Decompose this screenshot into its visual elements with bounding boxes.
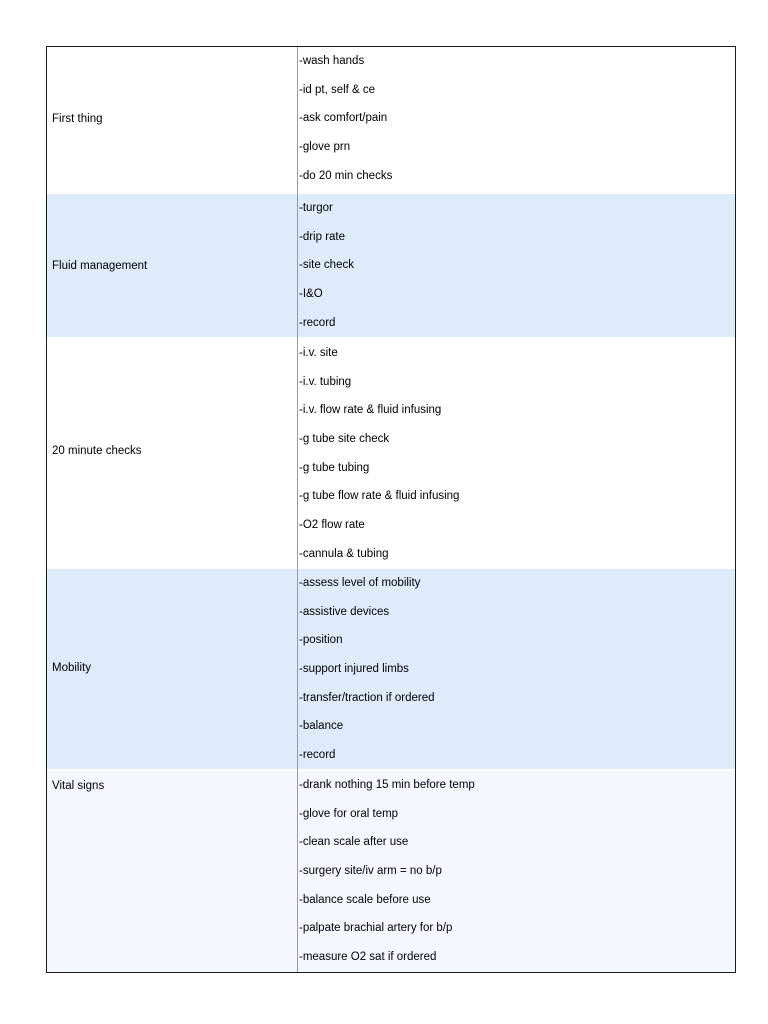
section-label: Vital signs <box>52 780 105 792</box>
list-item: -record <box>299 316 336 329</box>
list-item: -surgery site/iv arm = no b/p <box>299 865 442 878</box>
list-item: -ask comfort/pain <box>299 112 388 125</box>
list-item: -balance <box>299 720 344 733</box>
list-item: -turgor <box>299 202 333 214</box>
list-item: -i.v. site <box>299 347 338 359</box>
list-item: -I&O <box>299 288 323 301</box>
list-item: -glove prn <box>299 141 351 154</box>
list-item: -record <box>299 749 336 762</box>
section-items <box>299 194 354 337</box>
list-item: -O2 flow rate <box>299 519 365 532</box>
list-item: -palpate brachial artery for b/p <box>299 922 453 935</box>
section-fluid-management <box>47 194 735 337</box>
list-item: -drank nothing 15 min before temp <box>299 779 475 791</box>
list-item: -glove for oral temp <box>299 807 399 820</box>
list-item: -measure O2 sat if ordered <box>299 951 437 964</box>
section-20-minute-checks <box>47 339 735 567</box>
section-label: Mobility <box>52 662 91 674</box>
list-item: -i.v. tubing <box>299 375 352 388</box>
list-item: -g tube tubing <box>299 461 370 474</box>
checklist-table <box>46 46 736 973</box>
section-items <box>299 47 392 190</box>
list-item: -wash hands <box>299 55 365 67</box>
section-first-thing <box>47 47 735 190</box>
list-item: -assistive devices <box>299 605 390 618</box>
list-item: -support injured limbs <box>299 663 409 676</box>
section-label: 20 minute checks <box>52 445 142 457</box>
list-item: -do 20 min checks <box>299 169 393 182</box>
list-item: -i.v. flow rate & fluid infusing <box>299 404 442 417</box>
section-mobility <box>47 569 735 769</box>
list-item: -site check <box>299 259 354 272</box>
column-divider <box>297 47 298 972</box>
section-label: Fluid management <box>52 260 148 272</box>
list-item: -id pt, self & ce <box>299 83 376 96</box>
section-items <box>299 339 459 569</box>
list-item: -g tube site check <box>299 433 390 446</box>
list-item: -cannula & tubing <box>299 547 389 560</box>
list-item: -balance scale before use <box>299 893 431 906</box>
list-item: -drip rate <box>299 230 346 243</box>
section-items <box>299 771 475 972</box>
section-vital-signs <box>47 771 735 973</box>
list-item: -clean scale after use <box>299 836 409 849</box>
list-item: -assess level of mobility <box>299 577 421 589</box>
list-item: -g tube flow rate & fluid infusing <box>299 490 460 503</box>
list-item: -position <box>299 634 343 647</box>
list-item: -transfer/traction if ordered <box>299 691 435 704</box>
section-label: First thing <box>52 113 103 125</box>
section-items <box>299 569 435 770</box>
